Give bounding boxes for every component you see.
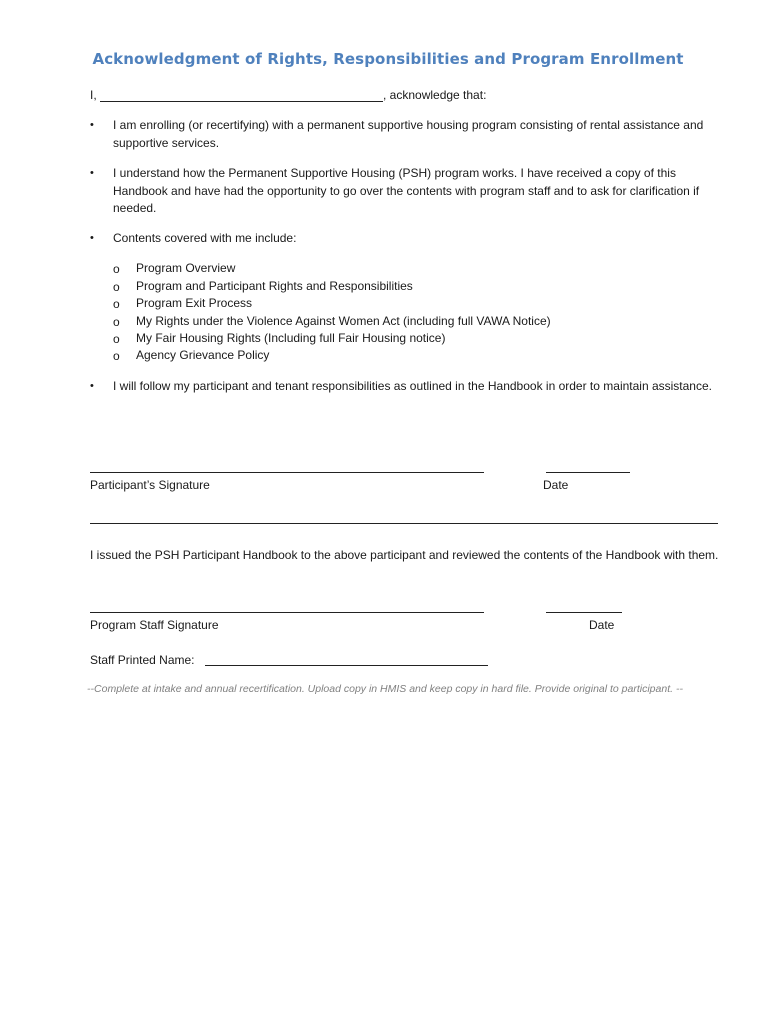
staff-date-line[interactable] bbox=[546, 612, 622, 613]
staff-signature-label: Program Staff Signature bbox=[90, 618, 219, 632]
participant-signature-line[interactable] bbox=[90, 472, 484, 473]
contents-item: My Fair Housing Rights (Including full Fair Housing notice) bbox=[136, 331, 446, 345]
contents-item: My Rights under the Violence Against Women Act (including full VAWA Notice) bbox=[136, 314, 551, 328]
sub-marker: o bbox=[113, 315, 120, 329]
participant-date-line[interactable] bbox=[546, 472, 630, 473]
intro-suffix: , acknowledge that: bbox=[383, 88, 487, 102]
sub-marker: o bbox=[113, 297, 120, 311]
staff-printed-name-field[interactable] bbox=[205, 665, 488, 666]
participant-name-field[interactable] bbox=[100, 101, 383, 102]
contents-item: Agency Grievance Policy bbox=[136, 348, 270, 362]
bullet-marker: • bbox=[90, 119, 94, 131]
contents-item: Program Overview bbox=[136, 261, 236, 275]
contents-item: Program and Participant Rights and Responsibilities bbox=[136, 279, 413, 293]
document-title: Acknowledgment of Rights, Responsibilities and Program Enrollment bbox=[92, 50, 684, 68]
staff-date-label: Date bbox=[589, 618, 615, 632]
intro-prefix: I, bbox=[90, 88, 97, 102]
sub-marker: o bbox=[113, 262, 120, 276]
staff-statement: I issued the PSH Participant Handbook to the above participant and reviewed the contents of the Handbook with them. bbox=[90, 548, 719, 562]
sub-marker: o bbox=[113, 332, 120, 346]
bullet-marker: • bbox=[90, 380, 94, 392]
staff-signature-line[interactable] bbox=[90, 612, 484, 613]
bullet-item-understand: I understand how the Permanent Supportive Housing (PSH) program works. I have received a copy of this Handbook and have had the opportunity to go over the contents with program staff and to ask for clarification if needed. bbox=[113, 166, 700, 215]
bullet-item-enrolling: I am enrolling (or recertifying) with a permanent supportive housing program consisting of rental assistance and supportive services. bbox=[113, 118, 704, 150]
bullet-marker: • bbox=[90, 232, 94, 244]
bullet-marker: • bbox=[90, 167, 94, 179]
contents-item: Program Exit Process bbox=[136, 296, 253, 310]
intro-line bbox=[90, 87, 97, 105]
participant-signature-label: Participant’s Signature bbox=[90, 478, 210, 492]
footer-note: --Complete at intake and annual recertification. Upload copy in HMIS and keep copy in hard file. Provide original to participant. -- bbox=[87, 683, 683, 695]
bullet-item-contents: Contents covered with me include: bbox=[113, 231, 297, 245]
sub-marker: o bbox=[113, 280, 120, 294]
staff-printed-name-label: Staff Printed Name: bbox=[90, 653, 195, 667]
bullet-item-responsibilities: I will follow my participant and tenant responsibilities as outlined in the Handbook in order to maintain assistance. bbox=[113, 379, 712, 393]
section-divider bbox=[90, 523, 718, 524]
sub-marker: o bbox=[113, 349, 120, 363]
participant-date-label: Date bbox=[543, 478, 569, 492]
